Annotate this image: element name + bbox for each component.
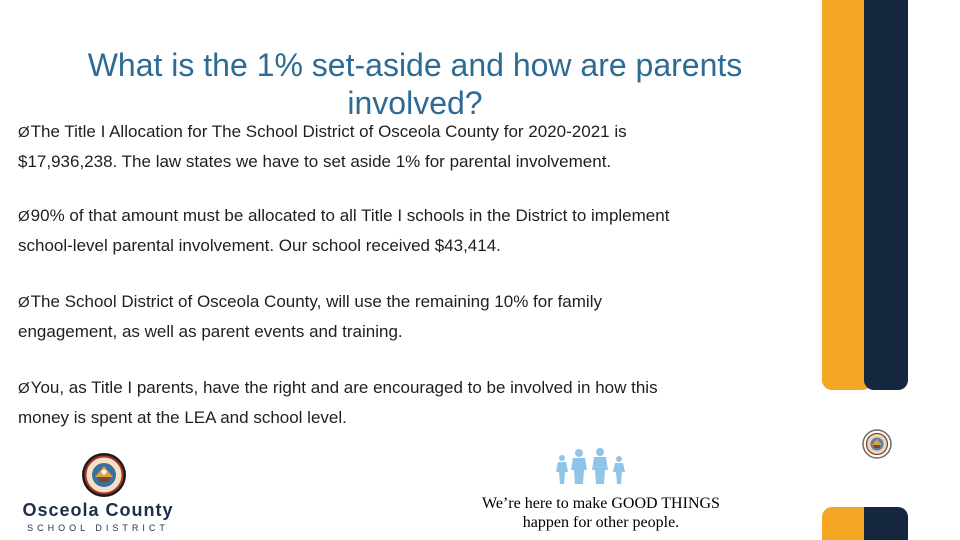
district-seal-icon — [81, 452, 127, 498]
arrow-bullet-icon: Ø — [18, 380, 30, 397]
bullet-text: The Title I Allocation for The School District of Osceola County for 2020-2021 is $17,936,238. The law states we have to set aside 1% for parental involvement. — [18, 122, 627, 171]
bullet-school-share — [18, 201, 688, 260]
family-icon — [553, 448, 631, 486]
org-subtitle: SCHOOL DISTRICT — [27, 523, 169, 533]
slide-title: What is the 1% set-aside and how are parents involved? — [87, 47, 743, 121]
accent-bar-navy — [864, 0, 908, 390]
bullet-parent-rights — [18, 373, 688, 432]
arrow-bullet-icon: Ø — [18, 124, 30, 141]
district-seal-icon — [862, 429, 892, 459]
accent-bar-navy-bottom — [864, 507, 908, 540]
arrow-bullet-icon: Ø — [18, 208, 30, 225]
tagline: We’re here to make GOOD THINGS happen for other people. — [482, 495, 720, 531]
bullet-text: The School District of Osceola County, will use the remaining 10% for family engagement, as well as parent events and training. — [18, 292, 602, 341]
bullet-text: 90% of that amount must be allocated to all Title I schools in the District to implement school-level parental involvement. Our school received $43,414. — [18, 206, 670, 255]
bullet-allocation — [18, 117, 688, 176]
org-name: Osceola County — [22, 500, 174, 520]
bullet-district-share — [18, 287, 688, 346]
arrow-bullet-icon: Ø — [18, 294, 30, 311]
bullet-text: You, as Title I parents, have the right and are encouraged to be involved in how this money is spent at the LEA and school level. — [18, 378, 658, 427]
